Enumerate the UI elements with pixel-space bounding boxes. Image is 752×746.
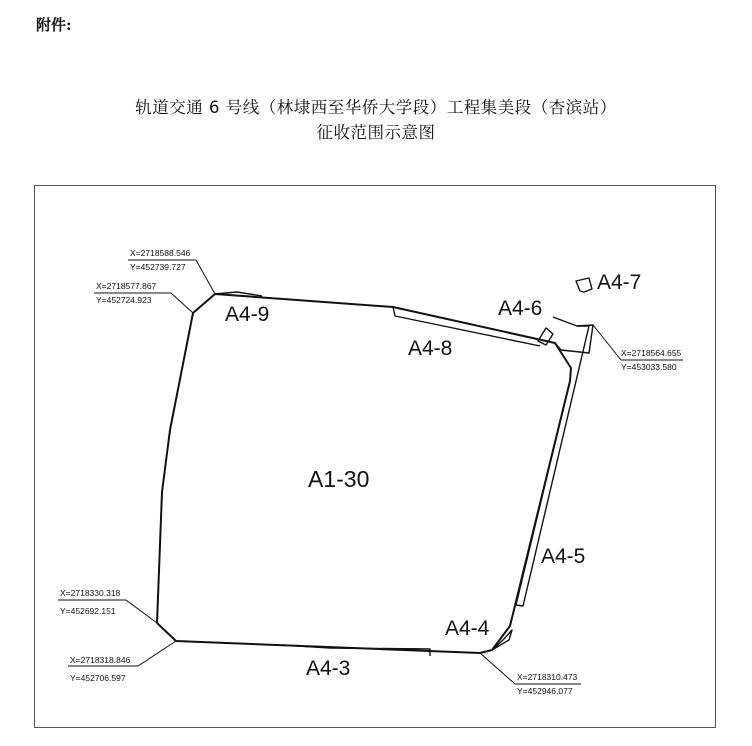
parcel-a4-4-boundary xyxy=(492,630,512,650)
coord-top-right-x: X=2718564.655 xyxy=(621,348,682,358)
coord-bottom-right-x: X=2718310.473 xyxy=(517,672,578,682)
coord-bottom-right-y: Y=452946.077 xyxy=(517,686,573,696)
parcel-label-a4-8: A4-8 xyxy=(408,337,453,360)
map-title-line-2: 征收范围示意图 xyxy=(316,123,436,142)
coord-bottom-left-upper-y: Y=452692.151 xyxy=(60,606,116,616)
parcel-label-a4-9: A4-9 xyxy=(225,303,270,326)
attachment-label: 附件: xyxy=(36,16,72,34)
coord-top-left-upper-y: Y=452739.727 xyxy=(130,262,186,272)
parcel-a4-7-boundary xyxy=(576,278,592,292)
map-title-line-1: 轨道交通 6 号线（林埭西至华侨大学段）工程集美段（杏滨站） xyxy=(135,98,617,117)
parcel-label-a4-5: A4-5 xyxy=(541,545,586,568)
parcel-label-a1-30: A1-30 xyxy=(308,466,370,492)
parcel-label-a4-7: A4-7 xyxy=(597,271,642,294)
parcel-label-a4-3: A4-3 xyxy=(306,657,351,680)
coord-top-right-y: Y=453033.580 xyxy=(621,362,677,372)
coord-bottom-left-lower-y: Y=452706.597 xyxy=(70,673,126,683)
coord-top-left-upper-x: X=2718588.546 xyxy=(130,248,191,258)
parcel-label-a4-6: A4-6 xyxy=(498,297,543,320)
coord-bottom-left-upper-x: X=2718330.318 xyxy=(60,588,121,598)
parcel-label-a4-4: A4-4 xyxy=(445,617,490,640)
coord-bottom-left-lower-x: X=2718318.846 xyxy=(70,655,131,665)
coord-top-left-lower-y: Y=452724.923 xyxy=(96,295,152,305)
coord-top-left-lower-x: X=2718577.867 xyxy=(96,281,157,291)
